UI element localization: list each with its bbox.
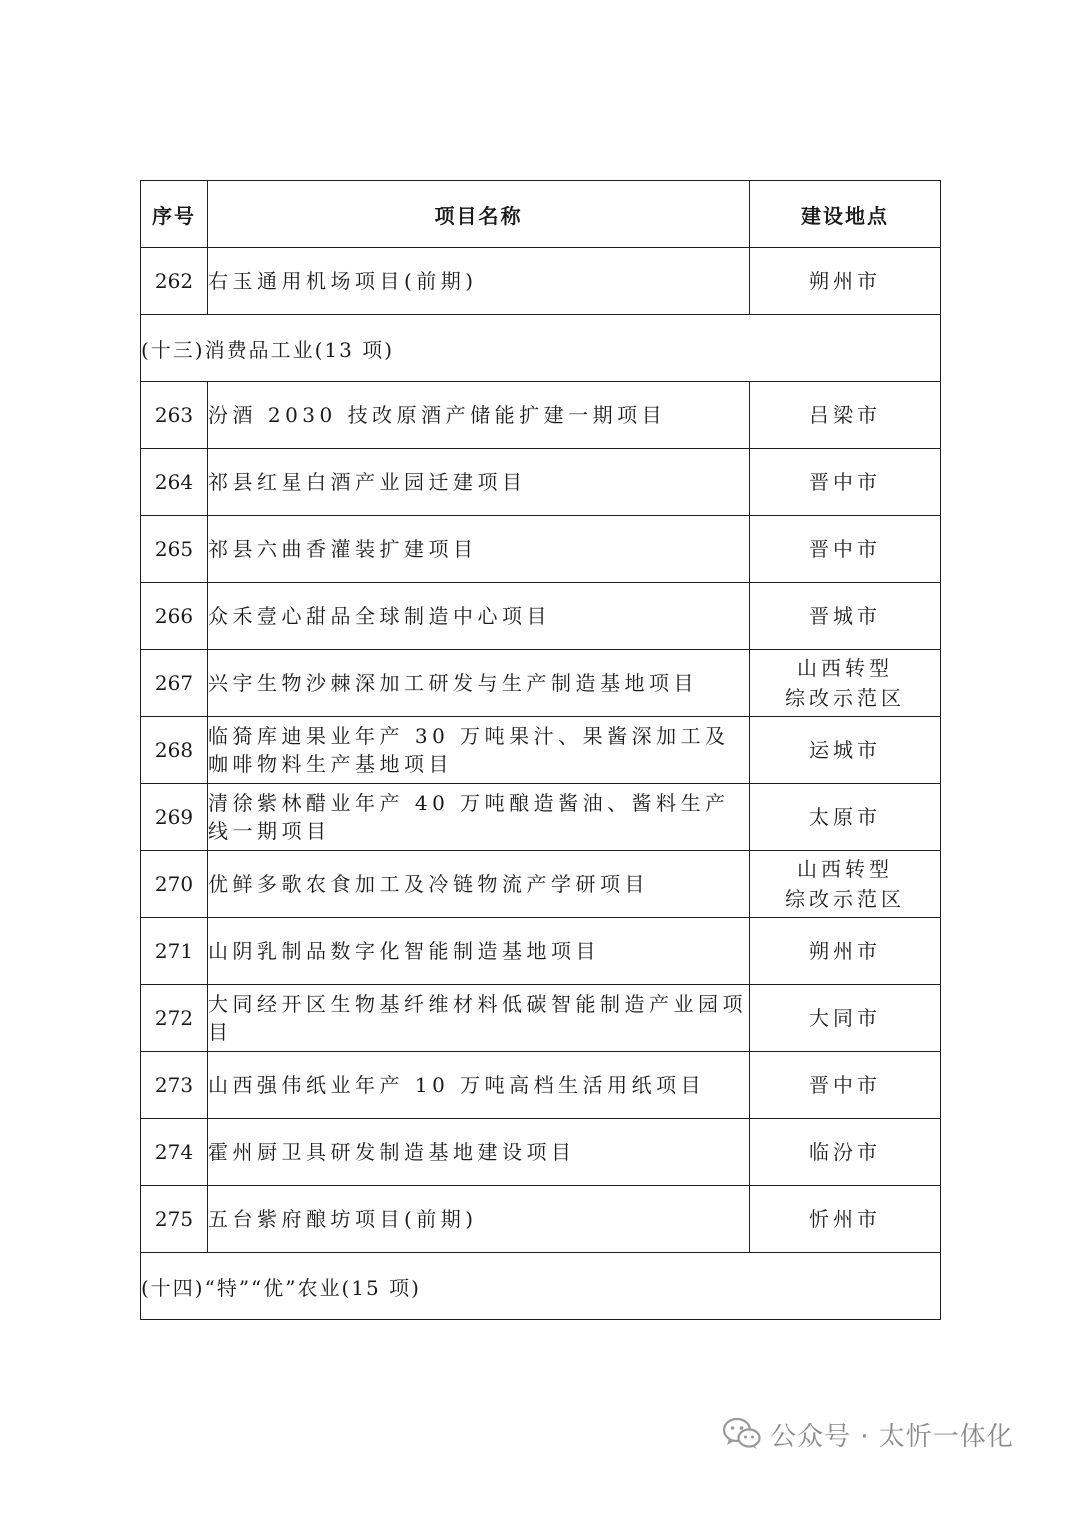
- row-number: 271: [141, 918, 208, 985]
- row-number: 270: [141, 851, 208, 918]
- project-name: 祁县红星白酒产业园迁建项目: [208, 449, 750, 516]
- table-row: [141, 1119, 941, 1186]
- location-line: 综改示范区: [785, 686, 905, 710]
- table-header-row: [141, 181, 941, 248]
- project-location: [750, 717, 941, 784]
- location-line: 临汾市: [809, 1140, 881, 1164]
- location-line: 大同市: [809, 1006, 881, 1030]
- location-line: 太原市: [809, 805, 881, 829]
- row-number: 274: [141, 1119, 208, 1186]
- project-location: [750, 1052, 941, 1119]
- location-line: 运城市: [809, 738, 881, 762]
- project-name: 兴宇生物沙棘深加工研发与生产制造基地项目: [208, 650, 750, 717]
- project-location: [750, 918, 941, 985]
- row-number: 267: [141, 650, 208, 717]
- location-line: 山西转型: [797, 857, 893, 881]
- table-row: [141, 382, 941, 449]
- row-number: 268: [141, 717, 208, 784]
- project-name: 右玉通用机场项目(前期): [208, 248, 750, 315]
- location-line: 吕梁市: [809, 403, 881, 427]
- table-row: [141, 583, 941, 650]
- row-number: 263: [141, 382, 208, 449]
- project-location: [750, 1119, 941, 1186]
- project-name: 清徐紫林醋业年产 40 万吨酿造酱油、酱料生产线一期项目: [208, 784, 750, 851]
- wechat-icon: [722, 1417, 762, 1451]
- project-name: 临猗库迪果业年产 30 万吨果汁、果酱深加工及咖啡物料生产基地项目: [208, 717, 750, 784]
- table-body: [141, 248, 941, 1320]
- table-row: [141, 918, 941, 985]
- row-number: 272: [141, 985, 208, 1052]
- project-name: 山西强伟纸业年产 10 万吨高档生活用纸项目: [208, 1052, 750, 1119]
- location-line: 晋中市: [809, 1073, 881, 1097]
- row-number: 269: [141, 784, 208, 851]
- watermark-text: 公众号 · 太忻一体化: [770, 1421, 1014, 1452]
- project-name: 汾酒 2030 技改原酒产储能扩建一期项目: [208, 382, 750, 449]
- table-row: [141, 784, 941, 851]
- project-name: 大同经开区生物基纤维材料低碳智能制造产业园项目: [208, 985, 750, 1052]
- table-row: [141, 449, 941, 516]
- project-name: 众禾壹心甜品全球制造中心项目: [208, 583, 750, 650]
- header-no: 序号: [141, 181, 208, 248]
- row-number: 273: [141, 1052, 208, 1119]
- table-row: [141, 851, 941, 918]
- project-location: [750, 851, 941, 918]
- table-row: [141, 248, 941, 315]
- row-number: 266: [141, 583, 208, 650]
- project-location: [750, 449, 941, 516]
- location-line: 晋城市: [809, 604, 881, 628]
- location-line: 忻州市: [809, 1207, 881, 1231]
- table-row: [141, 985, 941, 1052]
- table-row: [141, 717, 941, 784]
- project-location: [750, 248, 941, 315]
- project-location: [750, 1186, 941, 1253]
- project-name: 五台紫府酿坊项目(前期): [208, 1186, 750, 1253]
- project-name: 优鲜多歌农食加工及冷链物流产学研项目: [208, 851, 750, 918]
- project-name: 祁县六曲香灌装扩建项目: [208, 516, 750, 583]
- project-location: [750, 650, 941, 717]
- project-location: [750, 784, 941, 851]
- row-number: 264: [141, 449, 208, 516]
- project-location: [750, 985, 941, 1052]
- project-location: [750, 382, 941, 449]
- project-location: [750, 583, 941, 650]
- location-line: 晋中市: [809, 537, 881, 561]
- table-row: [141, 1186, 941, 1253]
- location-line: 综改示范区: [785, 887, 905, 911]
- row-number: 265: [141, 516, 208, 583]
- location-line: 晋中市: [809, 470, 881, 494]
- table-row: [141, 650, 941, 717]
- project-name: 霍州厨卫具研发制造基地建设项目: [208, 1119, 750, 1186]
- section-row: [141, 1253, 941, 1320]
- table-row: [141, 516, 941, 583]
- project-location: [750, 516, 941, 583]
- row-number: 262: [141, 248, 208, 315]
- location-line: 朔州市: [809, 939, 881, 963]
- location-line: 朔州市: [809, 269, 881, 293]
- project-name: 山阴乳制品数字化智能制造基地项目: [208, 918, 750, 985]
- location-line: 山西转型: [797, 656, 893, 680]
- section-title: (十三)消费品工业(13 项): [141, 315, 941, 382]
- watermark: [722, 1412, 1014, 1456]
- header-name: 项目名称: [208, 181, 750, 248]
- table-row: [141, 1052, 941, 1119]
- header-location: 建设地点: [750, 181, 941, 248]
- section-row: [141, 315, 941, 382]
- row-number: 275: [141, 1186, 208, 1253]
- section-title: (十四)“特”“优”农业(15 项): [141, 1253, 941, 1320]
- project-table: [140, 180, 941, 1320]
